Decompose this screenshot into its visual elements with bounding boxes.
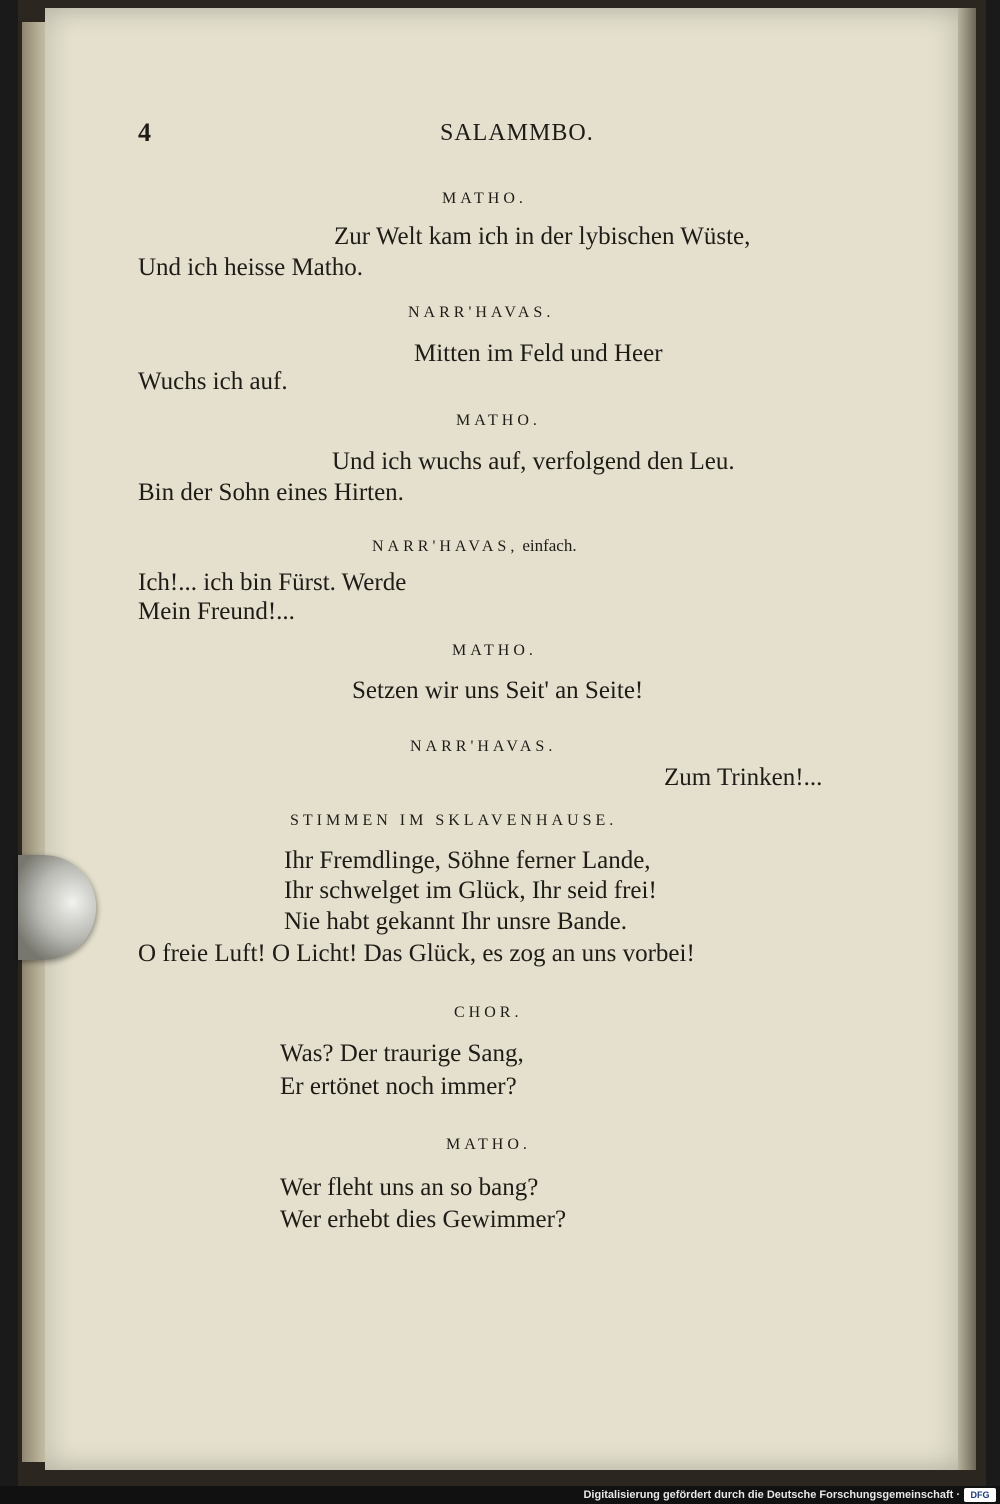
verse-line: Und ich heisse Matho. — [138, 254, 363, 281]
speaker-heading: MATHO. — [446, 1136, 531, 1153]
verse-line: Bin der Sohn eines Hirten. — [138, 479, 404, 506]
verse-line: Mein Freund!... — [138, 598, 295, 625]
digitization-footer — [0, 1486, 1000, 1504]
verse-line: Mitten im Feld und Heer — [414, 340, 663, 367]
verse-line: Er ertönet noch immer? — [280, 1073, 517, 1100]
verse-line: Ich!... ich bin Fürst. Werde — [138, 569, 407, 596]
verse-line: Nie habt gekannt Ihr unsre Bande. — [284, 908, 627, 935]
speaker-heading: STIMMEN IM SKLAVENHAUSE. — [290, 812, 618, 829]
footer-credit: Digitalisierung gefördert durch die Deutsche Forschungsgemeinschaft · — [583, 1489, 960, 1501]
speaker-heading: MATHO. — [442, 190, 527, 207]
speaker-heading: NARR'HAVAS. — [408, 304, 555, 321]
verse-line: Zum Trinken!... — [664, 764, 823, 791]
verse-line: Und ich wuchs auf, verfolgend den Leu. — [332, 448, 735, 475]
page-number: 4 — [138, 118, 151, 147]
verse-line: Wer erhebt dies Gewimmer? — [280, 1206, 567, 1233]
running-title: SALAMMBO. — [440, 120, 594, 146]
verse-line: Ihr schwelget im Glück, Ihr seid frei! — [284, 877, 657, 904]
verse-line: Wer fleht uns an so bang? — [280, 1174, 539, 1201]
speaker-heading: NARR'HAVAS. — [410, 738, 557, 755]
speaker-heading: MATHO. — [452, 642, 537, 659]
verse-line: O freie Luft! O Licht! Das Glück, es zog an uns vorbei! — [138, 940, 695, 967]
verse-line: Ihr Fremdlinge, Söhne ferner Lande, — [284, 847, 651, 874]
verse-line: Setzen wir uns Seit' an Seite! — [352, 677, 644, 704]
speaker-heading: CHOR. — [454, 1004, 523, 1021]
speaker-heading — [372, 536, 577, 556]
dfg-logo-icon: DFG — [964, 1488, 996, 1502]
stage-direction: einfach. — [522, 536, 577, 555]
verse-line: Wuchs ich auf. — [138, 368, 288, 395]
verse-line: Was? Der traurige Sang, — [280, 1040, 524, 1067]
verse-line: Zur Welt kam ich in der lybischen Wüste, — [334, 223, 751, 250]
speaker-heading: MATHO. — [456, 412, 541, 429]
speaker-name: NARR'HAVAS, — [372, 538, 519, 555]
page-fold-shadow — [958, 8, 976, 1470]
